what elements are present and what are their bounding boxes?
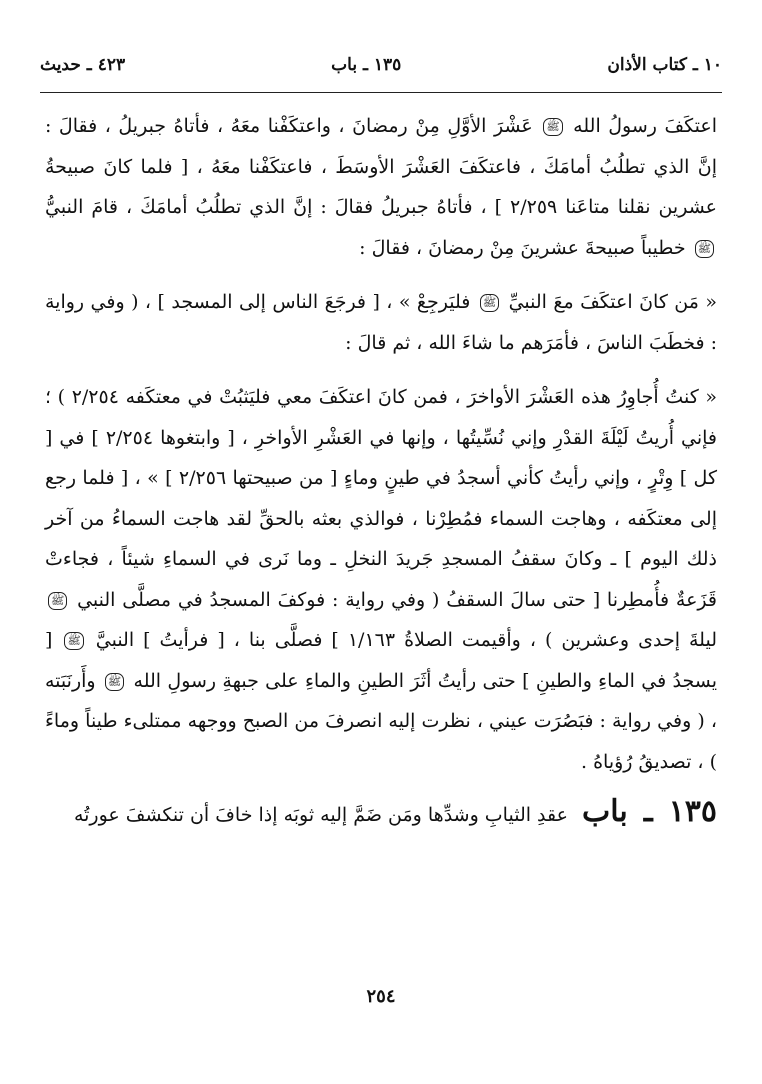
hadith-paragraph bbox=[45, 282, 717, 363]
chapter-dash: ـ bbox=[643, 794, 653, 829]
page-body bbox=[45, 106, 717, 836]
running-header bbox=[40, 50, 722, 80]
honorific-glyph: ﷺ bbox=[543, 118, 562, 136]
chapter-word: باب bbox=[582, 794, 628, 829]
honorific-glyph: ﷺ bbox=[64, 632, 83, 650]
chapter-title: عقدِ الثيابِ وشدِّها ومَن ضَمَّ إليه ثوبَه إذا خافَ أن تنكشفَ عورتُه bbox=[73, 804, 568, 826]
header-divider bbox=[40, 92, 722, 93]
hadith-text: اعتكَفَ رسولُ الله bbox=[573, 115, 718, 137]
hadith-text: [ يسجدُ في الماءِ والطينِ ] حتى رأيتُ أثَرَ الطينِ والماءِ على جبهةِ رسولِ الله bbox=[45, 629, 717, 692]
header-hadith-number: ٤٢٣ ـ حديث bbox=[40, 55, 126, 75]
hadith-text: « كنتُ أُجاوِرُ هذه العَشْرَ الأواخرَ ، فمن كانَ اعتكَفَ معي فليَثبُتْ في معتكَفه ٢/٢٥٤ ) ؛ فإني أُريتُ لَيْلَةَ القدْرِ وإني نُسِّيتُها ، وإنها في العَشْرِ الأواخرِ ، [ وابتغوها ٢/٢٥٤ ] في [ كل ] وِتْرٍ ، وإني رأيتُ كأني أسجدُ في طينٍ وماءٍ [ من صبيحتها ٢/٢٥٦ ] » ، [ فلما رجع إلى معتكَفه ، وهاجت السماء فمُطِرْنا ، فوالذي بعثه بالحقِّ لقد هاجت السماءُ من آخر ذلك اليوم ] ـ وكانَ سقفُ المسجدِ جَريدَ النخلِ ـ وما نَرى في السماءِ شيئاً ، فجاءتْ قَزَعةٌ فأُمطِرنا [ حتى سالَ السقفُ ( وفي رواية : فوكفَ المسجدُ في مصلَّى النبي bbox=[45, 386, 717, 611]
hadith-text: فليَرجِعْ » ، [ فرجَعَ الناس إلى المسجد ] ، ( وفي رواية : فخطَبَ الناسَ ، فأمَرَهم ما شاءَ الله ، ثم قالَ : bbox=[45, 291, 717, 354]
honorific-glyph: ﷺ bbox=[48, 592, 67, 610]
hadith-text: خطيباً صبيحةَ عشرينَ مِنْ رمضانَ ، فقالَ : bbox=[359, 236, 686, 259]
page-number: ٢٥٤ bbox=[366, 986, 396, 1007]
chapter-number: ١٣٥ bbox=[668, 794, 717, 829]
chapter-heading bbox=[45, 792, 717, 836]
header-chapter: ١٣٥ ـ باب bbox=[331, 55, 402, 75]
header-book-title: ١٠ ـ كتاب الأذان bbox=[607, 55, 722, 75]
honorific-glyph: ﷺ bbox=[695, 240, 714, 258]
honorific-glyph: ﷺ bbox=[480, 294, 499, 312]
hadith-paragraph bbox=[45, 377, 717, 782]
hadith-text: عَشْرَ الأوَّلِ مِنْ رمضانَ ، واعتكَفْنا معَهُ ، فأتاهُ جبريلُ ، فقالَ : إنَّ الذي تطلُبُ أمامَكَ ، فاعتكَفَ العَشْرَ الأوسَطَ ، فاعتكَفْنا معَهُ ، [ فلما كانَ صبيحةُ عشرين نقلنا متاعَنا ٢/٢٥٩ ] ، فأتاهُ جبريلُ فقالَ : إنَّ الذي تطلُبُ أمامَكَ ، قامَ النبيُّ bbox=[45, 115, 717, 218]
hadith-text: وأَرنَبَته ، ( وفي رواية : فبَصُرَت عيني ، نظرت إليه انصرفَ من الصبح ووجهه ممتلىء طيناً وماءً ) ، تصديقُ رُؤياهُ . bbox=[45, 669, 717, 773]
honorific-glyph: ﷺ bbox=[105, 673, 124, 691]
hadith-paragraph bbox=[45, 106, 717, 268]
hadith-text: ليلةَ إحدى وعشرين ) ، وأقيمت الصلاةُ ١/١٦٣ ] فصلَّى بنا ، [ فرأيتُ ] النبيَّ bbox=[95, 629, 717, 651]
hadith-text: « مَن كانَ اعتكَفَ معَ النبيِّ bbox=[508, 291, 718, 313]
